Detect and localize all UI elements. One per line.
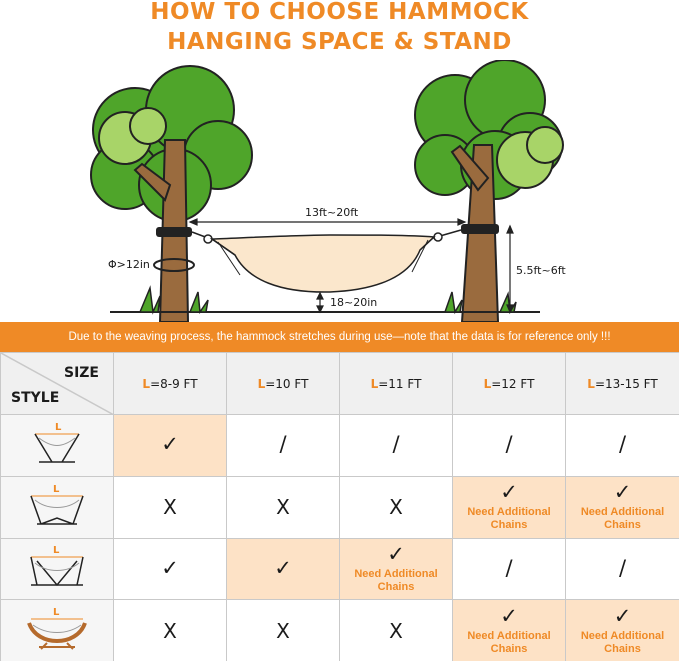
cell-value: / <box>392 432 400 457</box>
span-dimension: 13ft~20ft <box>305 206 359 219</box>
l-symbol: L <box>142 376 151 391</box>
cell-style2-12ft <box>453 476 566 538</box>
size-label: SIZE <box>63 365 99 381</box>
cell-style4-13-15ft <box>566 600 679 661</box>
cell-style2-8-9ft <box>114 476 227 538</box>
cell-value: ✓ <box>500 480 518 505</box>
need-chains-note: Need Additional Chains <box>467 629 551 655</box>
stand-length-label: L <box>53 545 60 557</box>
cell-value: X <box>276 495 290 520</box>
column-size-text: =13-15 FT <box>594 376 658 391</box>
title-line-1: HOW TO CHOOSE HAMMOCK <box>150 0 529 25</box>
trees-hammock-illustration <box>0 60 679 322</box>
column-size-text: =12 FT <box>491 376 535 391</box>
stand-length-label: L <box>55 421 62 433</box>
l-symbol: L <box>370 376 379 391</box>
cell-style4-10ft <box>227 600 340 661</box>
trunk-dimension: Φ>12in <box>108 258 150 271</box>
stand-length-label: L <box>53 607 60 619</box>
cell-value: / <box>505 555 513 580</box>
title-line-2: HANGING SPACE & STAND <box>167 29 512 55</box>
column-size-text: =8-9 FT <box>150 376 198 391</box>
stand-length-label: L <box>53 483 60 495</box>
need-chains-note: Need Additional Chains <box>580 506 665 532</box>
cell-value: ✓ <box>274 555 292 580</box>
need-chains-note: Need Additional Chains <box>354 567 438 593</box>
hammock-illustration <box>0 60 679 322</box>
need-chains-note: Need Additional Chains <box>580 629 665 655</box>
cell-value: / <box>279 432 287 457</box>
stand-style-4-icon <box>17 603 97 653</box>
need-chains-note: Need Additional Chains <box>467 506 551 532</box>
cell-style3-10ft <box>227 538 340 600</box>
stand-style-1-icon <box>17 418 97 468</box>
l-symbol: L <box>587 376 595 391</box>
cell-style1-11ft <box>340 415 453 477</box>
reference-banner: Due to the weaving process, the hammock stretches during use—note that the data is for reference only !!! <box>0 322 679 352</box>
column-size-text: =10 FT <box>265 376 309 391</box>
table-row <box>1 600 679 661</box>
stand-style-4 <box>1 600 114 661</box>
cell-value: X <box>389 618 403 643</box>
stand-style-3 <box>1 538 114 600</box>
table-row <box>1 538 679 600</box>
cell-value: X <box>389 495 403 520</box>
cell-value: ✓ <box>387 541 405 566</box>
column-header-12ft <box>453 353 566 415</box>
cell-value: ✓ <box>613 603 632 628</box>
cell-style1-10ft <box>227 415 340 477</box>
cell-style2-10ft <box>227 476 340 538</box>
height-dimension: 5.5ft~6ft <box>516 264 566 277</box>
column-header-10ft <box>227 353 340 415</box>
cell-style3-11ft <box>340 538 453 600</box>
table-row <box>1 476 679 538</box>
cell-value: / <box>618 555 627 580</box>
cell-value: X <box>276 618 290 643</box>
stand-style-3-icon <box>17 541 97 591</box>
cell-value: ✓ <box>500 603 518 628</box>
stand-style-2 <box>1 476 114 538</box>
cell-style2-13-15ft <box>566 476 679 538</box>
stand-style-2-icon <box>17 480 97 530</box>
cell-style2-11ft <box>340 476 453 538</box>
column-header-11ft <box>340 353 453 415</box>
clearance-dimension: 18~20in <box>330 296 378 309</box>
stand-size-table <box>0 352 679 661</box>
cell-style3-13-15ft <box>566 538 679 600</box>
cell-value: / <box>618 432 627 457</box>
column-header-13-15ft <box>566 353 679 415</box>
table-header-row <box>1 353 679 415</box>
column-size-text: =11 FT <box>378 376 422 391</box>
l-symbol: L <box>483 376 492 391</box>
column-header-8-9ft <box>114 353 227 415</box>
table-row <box>1 415 679 477</box>
cell-style4-11ft <box>340 600 453 661</box>
style-label: STYLE <box>11 390 60 406</box>
table-corner <box>1 353 114 415</box>
cell-style1-8-9ft <box>114 415 227 477</box>
cell-value: ✓ <box>613 480 632 505</box>
cell-value: ✓ <box>161 432 179 457</box>
cell-value: ✓ <box>161 555 179 580</box>
cell-style3-8-9ft <box>114 538 227 600</box>
cell-style1-13-15ft <box>566 415 679 477</box>
cell-value: X <box>163 618 177 643</box>
cell-value: X <box>163 495 177 520</box>
cell-style3-12ft <box>453 538 566 600</box>
cell-style4-12ft <box>453 600 566 661</box>
cell-style4-8-9ft <box>114 600 227 661</box>
stand-style-1 <box>1 415 114 477</box>
l-symbol: L <box>257 376 266 391</box>
cell-style1-12ft <box>453 415 566 477</box>
cell-value: / <box>505 432 513 457</box>
